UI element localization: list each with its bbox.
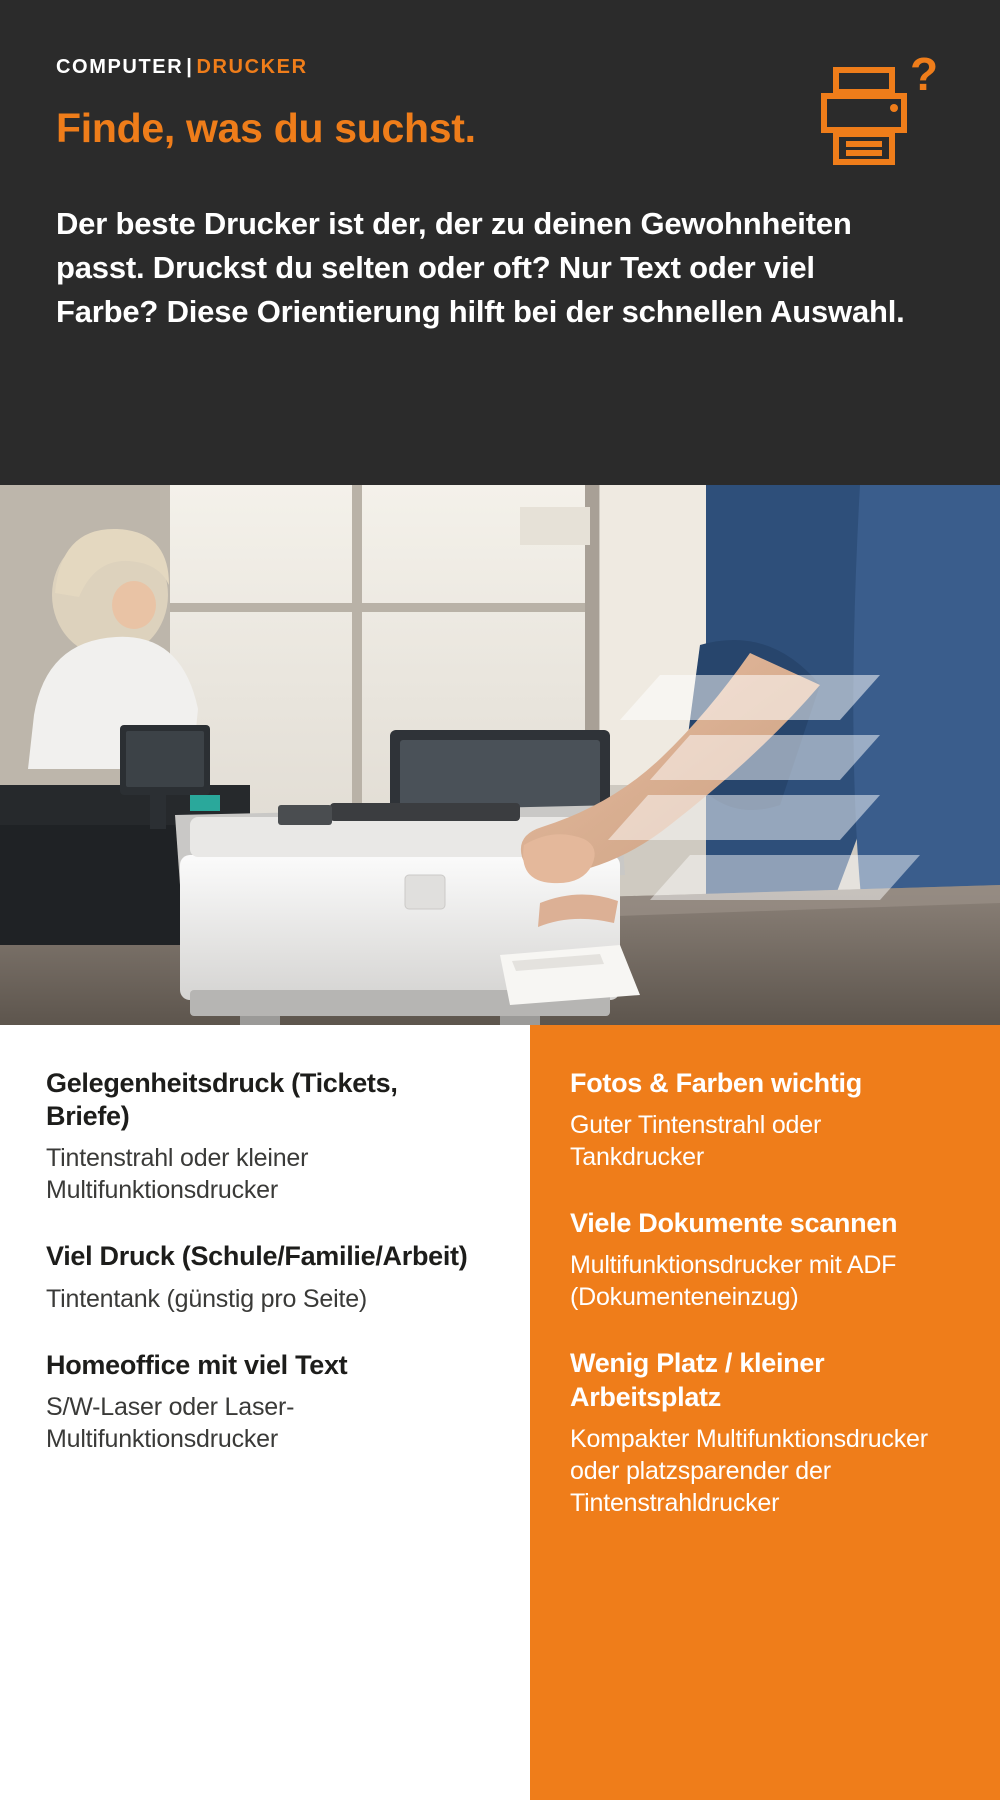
list-item [570, 1207, 960, 1313]
item-description: Tintentank (günstig pro Seite) [46, 1284, 368, 1313]
item-title: Viele Dokumente scannen [570, 1208, 898, 1239]
item-title: Gelegenheitsdruck (Tickets, Briefe) [46, 1068, 398, 1132]
breadcrumb-category: COMPUTER [56, 56, 184, 78]
list-item [570, 1067, 960, 1173]
svg-text:?: ? [910, 56, 939, 100]
hero-photo [0, 485, 1000, 1025]
item-title: Wenig Platz / kleiner Arbeitsplatz [570, 1348, 825, 1412]
breadcrumb-separator: | [186, 56, 194, 78]
breadcrumb [56, 56, 944, 79]
item-description: Tintenstrahl oder kleiner Multifunktionsdrucker [46, 1144, 309, 1205]
breadcrumb-subcategory: DRUCKER [196, 56, 308, 78]
page-title: Finde, was du suchst. [56, 105, 476, 151]
lead-paragraph: Der beste Drucker ist der, der zu deinen Gewohnheiten passt. Druckst du selten oder oft? Nur Text oder viel Farbe? Diese Orientierung hilft bei der schnellen Auswahl. [56, 206, 905, 330]
list-item [570, 1347, 960, 1518]
item-title: Fotos & Farben wichtig [570, 1068, 862, 1098]
column-right [530, 1025, 1000, 1800]
item-title: Homeoffice mit viel Text [46, 1349, 348, 1380]
list-item [46, 1349, 486, 1455]
list-item [46, 1067, 486, 1206]
recommendation-columns [0, 1025, 1000, 1800]
item-title: Viel Druck (Schule/Familie/Arbeit) [46, 1241, 468, 1272]
item-description: Kompakter Multifunktionsdrucker oder platzsparender der Tintenstrahldrucker [570, 1424, 928, 1517]
list-item [46, 1240, 486, 1314]
item-description: Multifunktionsdrucker mit ADF (Dokumenteneinzug) [570, 1251, 897, 1312]
column-left [0, 1025, 530, 1800]
header-section [0, 0, 1000, 485]
item-description: Guter Tintenstrahl oder Tankdrucker [570, 1111, 822, 1172]
item-description: S/W-Laser oder Laser-Multifunktionsdrucker [46, 1392, 295, 1453]
printer-question-icon [814, 56, 944, 176]
